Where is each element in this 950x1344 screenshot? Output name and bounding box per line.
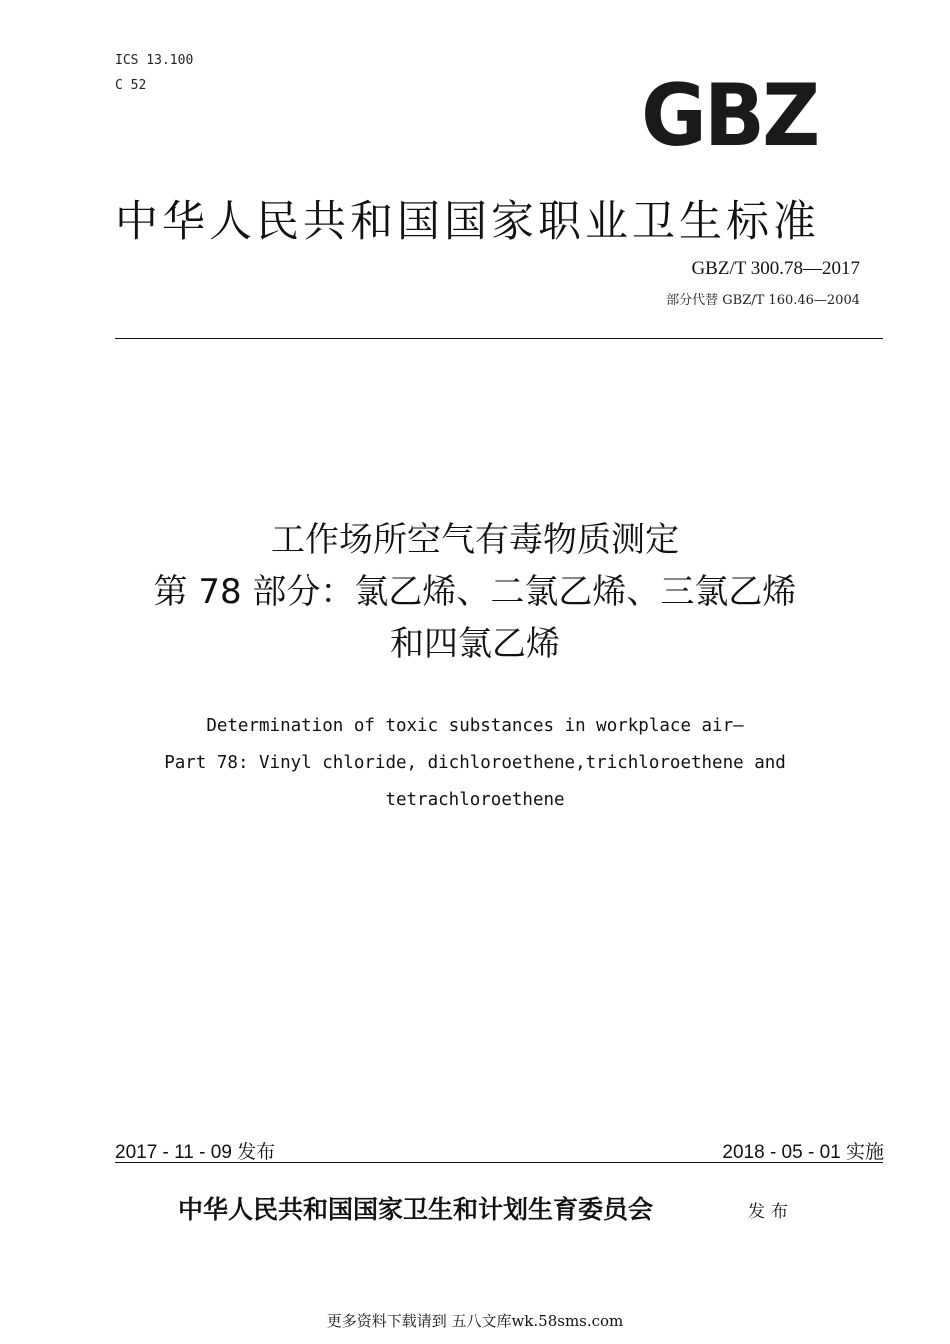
chinese-title-line-1: 工作场所空气有毒物质测定: [271, 520, 679, 560]
publish-label: 发布: [748, 1202, 794, 1222]
english-title-line-2: Part 78: Vinyl chloride, dichloroethene,trichloroethene and: [164, 753, 786, 773]
replaces-note: 部分代替 GBZ/T 160.46—2004: [666, 293, 860, 308]
gbz-logo-text: GBZ: [641, 66, 818, 166]
english-title: [70, 708, 880, 819]
standard-category-title: 中华人民共和国国家职业卫生标准: [115, 197, 820, 247]
classification-codes: [115, 48, 193, 98]
publisher-name: 中华人民共和国国家卫生和计划生育委员会: [178, 1195, 654, 1224]
chinese-title: [70, 514, 880, 670]
english-title-line-3: tetrachloroethene: [385, 790, 565, 810]
standard-number: GBZ/T 300.78—2017: [691, 258, 860, 279]
class-code: C 52: [115, 78, 147, 93]
english-title-line-1: Determination of toxic substances in workplace air—: [206, 716, 744, 736]
gbz-logo: [640, 66, 832, 166]
issue-date: 2017 - 11 - 09 发布: [115, 1142, 276, 1163]
ics-code: ICS 13.100: [115, 53, 194, 68]
chinese-title-line-2: 第 78 部分：氯乙烯、二氯乙烯、三氯乙烯: [153, 572, 797, 612]
bottom-divider: [115, 1162, 883, 1163]
chinese-title-line-3: 和四氯乙烯: [390, 624, 560, 664]
top-divider: [115, 338, 883, 339]
footer-download-note: 更多资料下载请到 五八文库wk.58sms.com: [326, 1312, 624, 1330]
implementation-date: 2018 - 05 - 01 实施: [722, 1142, 884, 1163]
